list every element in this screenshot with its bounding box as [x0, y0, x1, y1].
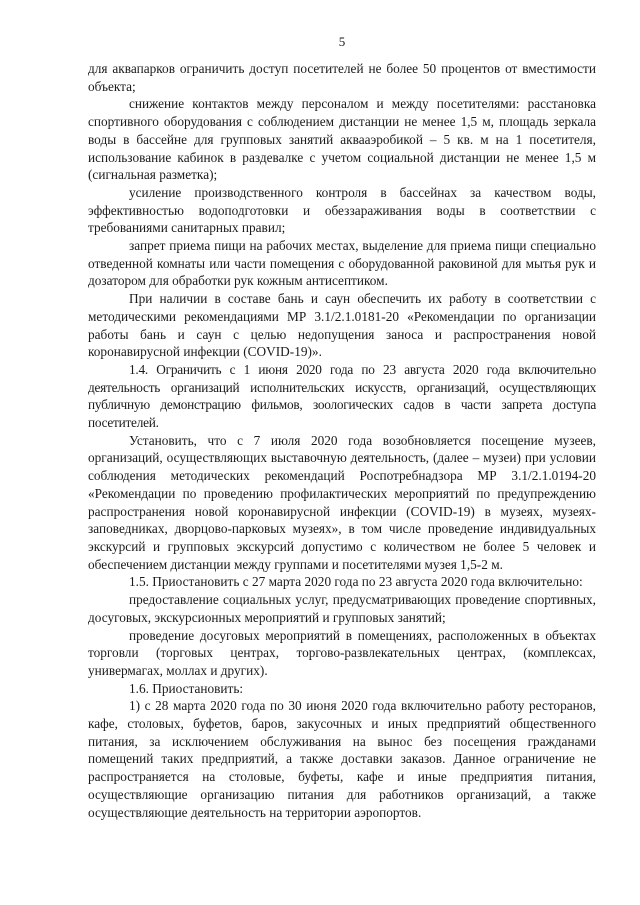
paragraph-clause-1-6: 1.6. Приостановить: — [129, 680, 244, 696]
paragraph-clause-1-4: 1.4. Ограничить с 1 июня 2020 года по 23 августа 2020 года включительно деятельность организаций исполнительских искусств, организаций, осуществляющих публичную демонстрацию фильмов, зоологических садов в части запрета доступа посетителей. — [88, 361, 596, 431]
document-page — [88, 34, 596, 821]
paragraph-clause-1-5: 1.5. Приостановить с 27 марта 2020 года по 23 августа 2020 года включительно: — [129, 574, 583, 590]
page-number: 5 — [338, 34, 346, 49]
paragraph-production-control: усиление производственного контроля в бассейнах за качеством воды, эффективностью водоподготовки и обеззараживания воды в соответствии с требованиями санитарных правил; — [88, 184, 596, 236]
paragraph-baths-saunas: При наличии в составе бань и саун обеспечить их работу в соответствии с методическими рекомендациями МР 3.1/2.1.0181-20 «Рекомендации по организации работы бань и саун с целью недопущения заноса и распространения новой коронавирусной инфекции (COVID-19)». — [88, 291, 596, 360]
paragraph-social-services: предоставление социальных услуг, предусматривающих проведение спортивных, досуговых, экскурсионных мероприятий и групповых занятий; — [88, 592, 596, 625]
paragraph-catering: 1) с 28 марта 2020 года по 30 июня 2020 года включительно работу ресторанов, кафе, столовых, буфетов, баров, закусочных и иных предприятий общественного питания, за исключением обслуживания на вынос без посещения гражданами помещений таких предприятий, а также доставки заказов. Данное ограничение не распространяется на столовые, буфеты, кафе и иные предприятия питания, осуществляющие организацию питания для работников организаций, а также осуществляющие деятельность на территории аэропортов. — [88, 698, 596, 820]
paragraph-contact-reduction: снижение контактов между персоналом и между посетителями: расстановка спортивного оборудования с соблюдением дистанции не менее 1,5 м, площадь зеркала воды в бассейне для групповых занятий аквааэробикой – 5 кв. м на 1 посетителя, использование кабинок в раздевалке с учетом социальной дистанции не менее 1,5 м (сигнальная разметка); — [88, 96, 596, 183]
paragraph-leisure-events: проведение досуговых мероприятий в помещениях, расположенных в объектах торговли (торговых центрах, торгово-развлекательных центрах, (комплексах, универмагах, моллах и других). — [88, 627, 596, 678]
paragraph-museums: Установить, что с 7 июля 2020 года возобновляется посещение музеев, организаций, осуществляющих выставочную деятельность, (далее – музеи) при условии соблюдения методических рекомендаций Роспотребнадзора МР 3.1/2.1.0194-20 «Рекомендации по проведению профилактических мероприятий по предупреждению распространения новой коронавирусной инфекции (COVID-19) в музеях, музеях-заповедниках, дворцово-парковых музеях», в том числе проведение индивидуальных экскурсий и групповых экскурсий допустимо с количеством не более 5 человек и обеспечением дистанции между группами и посетителями музея 1,5-2 м. — [88, 432, 596, 572]
paragraph-aquapark-limit: для аквапарков ограничить доступ посетителей не более 50 процентов от вместимости объекта; — [88, 61, 596, 94]
paragraph-food-ban: запрет приема пищи на рабочих местах, выделение для приема пищи специально отведенной комнаты или части помещения с оборудованной раковиной для мытья рук и дозатором для обработки рук кожным антисептиком. — [88, 238, 596, 289]
